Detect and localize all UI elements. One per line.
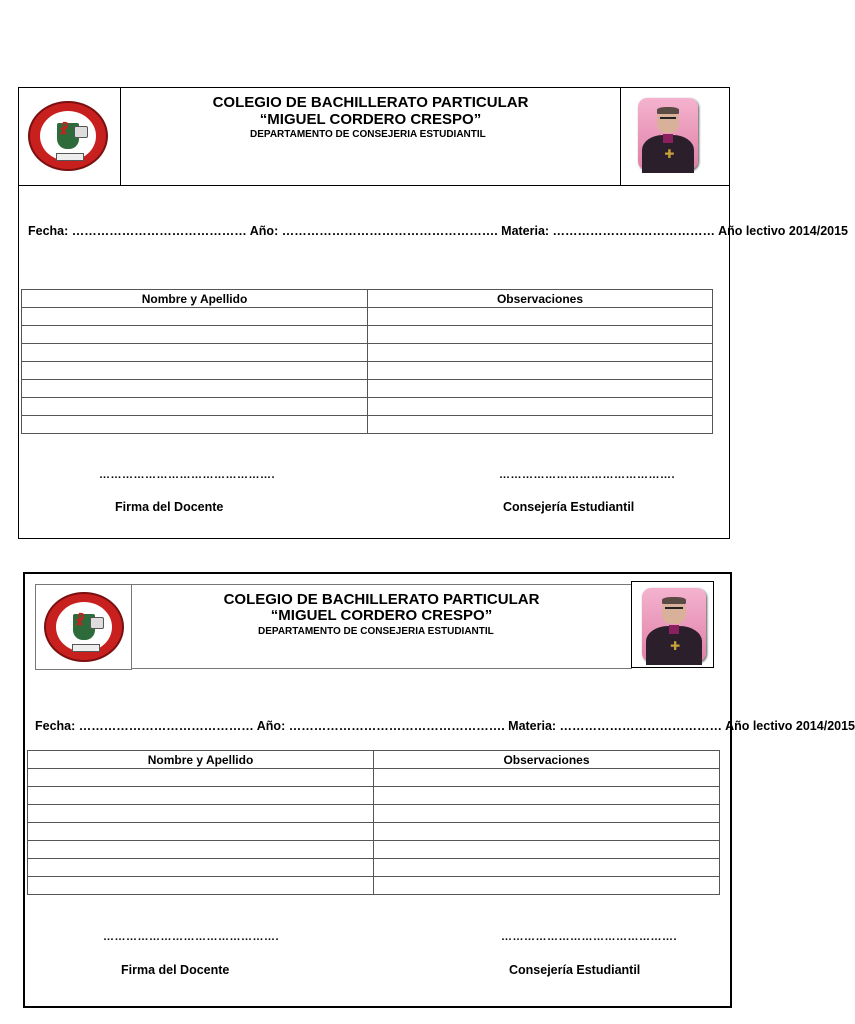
observations-cell[interactable] xyxy=(368,380,713,398)
observations-cell[interactable] xyxy=(368,308,713,326)
school-name: COLEGIO DE BACHILLERATO PARTICULAR xyxy=(212,94,529,111)
school-subtitle: “MIGUEL CORDERO CRESPO” xyxy=(259,111,482,128)
table-row xyxy=(22,380,713,398)
founder-portrait-icon: ✚ xyxy=(638,98,698,170)
column-header-name: Nombre y Apellido xyxy=(22,290,368,308)
name-cell[interactable] xyxy=(28,805,374,823)
info-line: Fecha: …………………………………… Año: ……………………………………………. Materia: ………………………………… Año lectivo 2014/2015 xyxy=(28,224,848,238)
table-row xyxy=(28,787,720,805)
students-table xyxy=(27,750,720,895)
table-header-row xyxy=(22,290,713,308)
observations-cell[interactable] xyxy=(374,877,720,895)
observations-cell[interactable] xyxy=(374,859,720,877)
name-cell[interactable] xyxy=(22,416,368,434)
counseling-signature-line: ………………………………………. xyxy=(501,931,678,943)
table-row xyxy=(22,398,713,416)
observations-cell[interactable] xyxy=(374,805,720,823)
counseling-signature-label: Consejería Estudiantil xyxy=(509,963,641,977)
counseling-signature-line: ………………………………………. xyxy=(499,469,676,481)
form-card-1 xyxy=(18,87,848,539)
column-header-name: Nombre y Apellido xyxy=(28,751,374,769)
name-cell[interactable] xyxy=(28,769,374,787)
table-row xyxy=(22,344,713,362)
observations-cell[interactable] xyxy=(368,416,713,434)
header-title-area xyxy=(120,88,621,186)
name-cell[interactable] xyxy=(22,308,368,326)
column-header-observations: Observaciones xyxy=(368,290,713,308)
observations-cell[interactable] xyxy=(368,326,713,344)
photo-cell xyxy=(620,88,729,186)
name-cell[interactable] xyxy=(22,380,368,398)
counseling-signature-label: Consejería Estudiantil xyxy=(503,500,635,514)
name-cell[interactable] xyxy=(28,841,374,859)
name-cell[interactable] xyxy=(28,859,374,877)
name-cell[interactable] xyxy=(28,823,374,841)
students-table xyxy=(21,289,713,434)
name-cell[interactable] xyxy=(22,398,368,416)
table-row xyxy=(22,308,713,326)
name-cell[interactable] xyxy=(22,362,368,380)
name-cell[interactable] xyxy=(28,877,374,895)
name-cell[interactable] xyxy=(22,344,368,362)
logo-cell xyxy=(35,584,132,670)
table-row xyxy=(28,805,720,823)
observations-cell[interactable] xyxy=(368,362,713,380)
photo-cell xyxy=(631,581,714,668)
observations-cell[interactable] xyxy=(374,823,720,841)
observations-cell[interactable] xyxy=(374,769,720,787)
info-line: Fecha: …………………………………… Año: ……………………………………………. Materia: ………………………………… Año lectivo 2014/2015 xyxy=(35,719,855,733)
form-header xyxy=(19,88,729,186)
table-row xyxy=(22,416,713,434)
teacher-signature-line: ………………………………………. xyxy=(99,469,276,481)
table-row xyxy=(28,841,720,859)
form-card-2 xyxy=(23,572,855,1008)
name-cell[interactable] xyxy=(28,787,374,805)
department-name: DEPARTAMENTO DE CONSEJERIA ESTUDIANTIL xyxy=(250,129,486,140)
column-header-observations: Observaciones xyxy=(374,751,720,769)
teacher-signature-line: ………………………………………. xyxy=(103,931,280,943)
teacher-signature-label: Firma del Docente xyxy=(115,500,224,514)
table-row xyxy=(28,823,720,841)
school-name: COLEGIO DE BACHILLERATO PARTICULAR xyxy=(223,591,540,608)
table-row xyxy=(28,769,720,787)
observations-cell[interactable] xyxy=(374,787,720,805)
school-subtitle: “MIGUEL CORDERO CRESPO” xyxy=(270,607,493,624)
table-row xyxy=(22,326,713,344)
table-row xyxy=(28,877,720,895)
table-header-row xyxy=(28,751,720,769)
table-row xyxy=(28,859,720,877)
table-row xyxy=(22,362,713,380)
name-cell[interactable] xyxy=(22,326,368,344)
observations-cell[interactable] xyxy=(374,841,720,859)
logo-cell xyxy=(19,88,121,186)
observations-cell[interactable] xyxy=(368,344,713,362)
founder-portrait-icon: ✚ xyxy=(642,588,706,662)
header-title-area xyxy=(132,584,632,669)
teacher-signature-label: Firma del Docente xyxy=(121,963,230,977)
department-name: DEPARTAMENTO DE CONSEJERIA ESTUDIANTIL xyxy=(258,626,494,637)
observations-cell[interactable] xyxy=(368,398,713,416)
school-crest-icon: ☧ xyxy=(44,592,124,662)
school-crest-icon: ☧ xyxy=(28,101,108,171)
